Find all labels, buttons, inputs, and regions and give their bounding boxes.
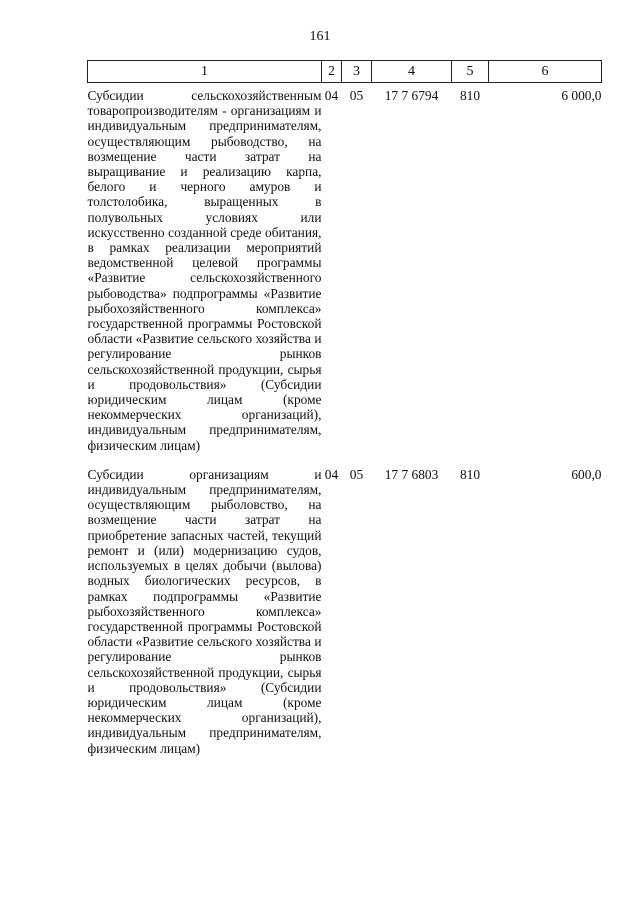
column-header: 5 (452, 61, 489, 83)
column-header: 3 (342, 61, 372, 83)
row-section: 04 (324, 466, 339, 482)
row-expense-type: 810 (459, 466, 481, 482)
row-expense-type: 810 (459, 88, 481, 103)
row-target: 17 7 6803 (384, 466, 439, 482)
row-amount: 600,0 (571, 466, 602, 482)
table-row (88, 465, 602, 756)
row-description: Субсидии организациям и индивидуальным предпринимателям, осуществляющим рыболовство, на возмещение части затрат на приобретение запасных частей, текущий ремонт и (или) модернизацию судов, используемых в целях добычи (вылова) водных биологических ресурсов, в рамках подпрограммы «Развитие рыбохозяйственного комплекса» государственной программы Ростовской области «Развитие сельского хозяйства и регулирование рынков сельскохозяйственной продукции, сырья и продовольствия» (Субсидии юридическим лицам (кроме некоммерческих организаций), индивидуальным предпринимателям, физическим лицам) (87, 466, 322, 756)
column-header: 6 (489, 61, 602, 83)
budget-table (87, 60, 602, 756)
column-header: 1 (88, 61, 322, 83)
column-header: 2 (322, 61, 342, 83)
row-subsection: 05 (349, 88, 364, 103)
row-target: 17 7 6794 (384, 88, 439, 103)
table-header-row (88, 61, 602, 83)
row-subsection: 05 (349, 466, 364, 482)
column-header: 4 (372, 61, 452, 83)
row-amount: 6 000,0 (561, 88, 602, 103)
table-row (88, 83, 602, 465)
row-description: Субсидии сельскохозяйственным товаропроизводителям - организациям и индивидуальным предпринимателям, осуществляющим рыбоводство, на возмещение части затрат на выращивание и реализацию карпа, белого и черного амуров и толстолобика, выращенных в полувольных условиях или искусственно созданной среде обитания, в рамках реализации мероприятий ведомственной целевой программы «Развитие сельскохозяйственного рыбоводства» подпрограммы «Развитие рыбохозяйственного комплекса» государственной программы Ростовской области «Развитие сельского хозяйства и регулирование рынков сельскохозяйственной продукции, сырья и продовольствия» (Субсидии юридическим лицам (кроме некоммерческих организаций), индивидуальным предпринимателям, физическим лицам) (87, 88, 322, 453)
row-section: 04 (324, 88, 339, 103)
page-number: 161 (309, 29, 331, 44)
